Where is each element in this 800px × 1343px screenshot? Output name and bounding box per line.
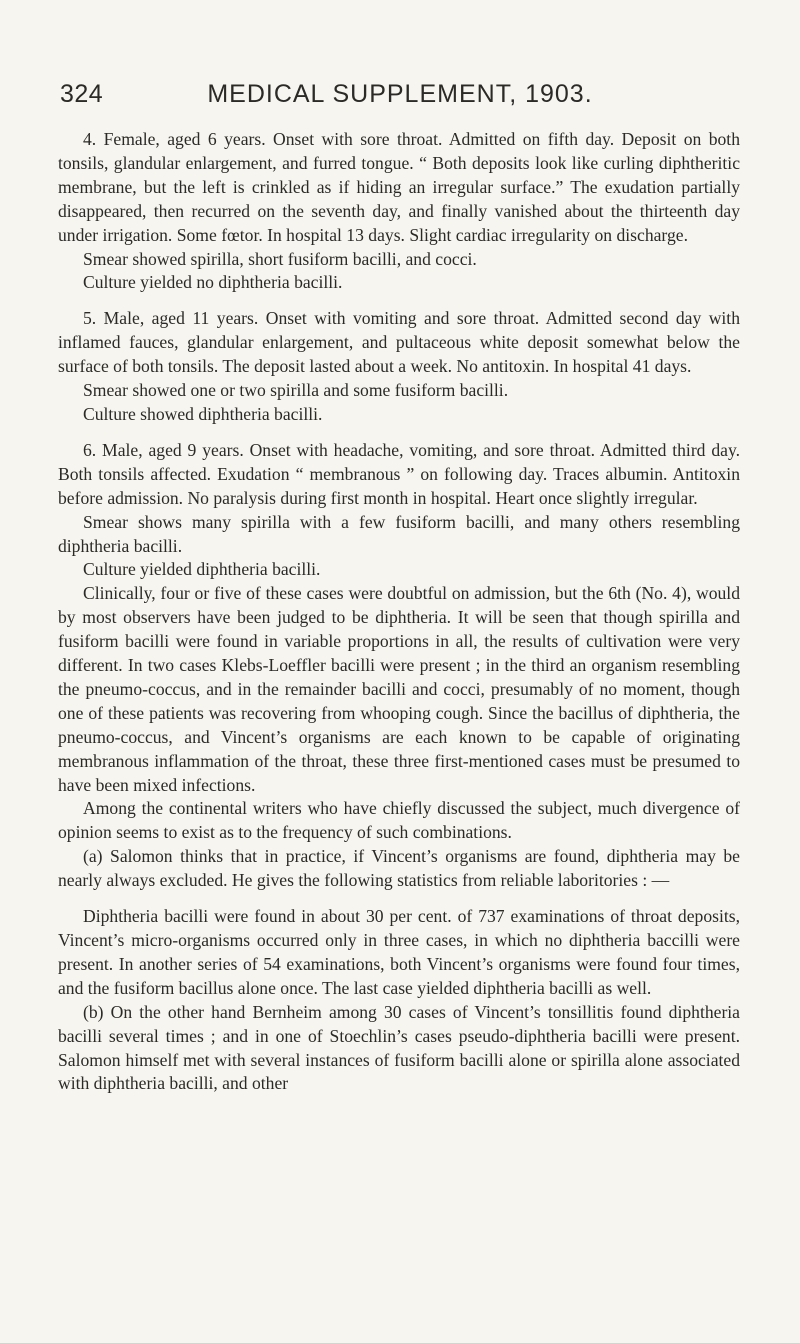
case-4-paragraph: 4. Female, aged 6 years. Onset with sore throat. Admitted on fifth day. Deposit on both tonsils, glandular enlargement, and furred tongue. “ Both deposits look like curling diphtheritic membrane, but the left is crinkled as if hiding an irregular surface.” The exudation partially disappeared, then recurred on the seventh day, and finally vanished about the thirteenth day under irrigation. Some fœtor. In hospital 13 days. Slight cardiac irregularity on discharge. xyxy=(58,129,740,245)
case-5-culture: Culture showed diphtheria bacilli. xyxy=(83,403,323,424)
page-header xyxy=(0,80,800,110)
clinical-discussion-paragraph: Clinically, four or five of these cases were doubtful on admission, but the 6th (No. 4), would by most observers have been judged to be diphtheria. It will be seen that though spirilla and fusiform bacilli were found in variable proportions in all, the results of cultivation were very different. In two cases Klebs-Loeffler bacilli were present ; in the third an organism resembling the pneumo-coccus, and in the remainder bacilli and cocci, presumably of no moment, though one of these patients was recovering from whooping cough. Since the bacillus of diphtheria, the pneumo-coccus, and Vincent’s organisms are each known to be capable of originating membranous inflammation of the throat, these three first-mentioned cases must be presumed to have been mixed infections. xyxy=(58,583,740,795)
case-5-paragraph: 5. Male, aged 11 years. Onset with vomiting and sore throat. Admitted second day with inflamed fauces, glandular enlargement, and pultaceous white deposit somewhat below the surface of both tonsils. The deposit lasted about a week. No antitoxin. In hospital 41 days. xyxy=(58,308,740,377)
case-4-smear: Smear showed spirilla, short fusiform bacilli, and cocci. xyxy=(83,248,477,269)
case-6-culture: Culture yielded diphtheria bacilli. xyxy=(83,559,321,580)
case-6-paragraph: 6. Male, aged 9 years. Onset with headache, vomiting, and sore throat. Admitted third day. Both tonsils affected. Exudation “ membranous ” on following day. Traces albumin. Antitoxin before admission. No paralysis during first month in hospital. Heart once slightly irregular. xyxy=(58,439,740,508)
case-4-culture: Culture yielded no diphtheria bacilli. xyxy=(83,272,343,293)
case-5-smear: Smear showed one or two spirilla and some fusiform bacilli. xyxy=(83,380,509,401)
case-6-smear: Smear shows many spirilla with a few fusiform bacilli, and many others resembling diphtheria bacilli. xyxy=(58,511,740,556)
running-head: MEDICAL SUPPLEMENT, 1903. xyxy=(207,80,593,108)
salomon-paragraph: (a) Salomon thinks that in practice, if Vincent’s organisms are found, diphtheria may be nearly always excluded. He gives the following statistics from reliable laboritories : — xyxy=(58,846,740,891)
page-number: 324 xyxy=(60,80,104,108)
body-text xyxy=(58,128,740,1096)
bernheim-paragraph: (b) On the other hand Bernheim among 30 cases of Vincent’s tonsillitis found diphtheria bacilli several times ; and in one of Stoechlin’s cases pseudo-diphtheria bacilli were present. Salomon himself met with several instances of fusiform bacilli alone or spirilla alone associated with diphtheria bacilli, and other xyxy=(58,1001,740,1094)
continental-writers-paragraph: Among the continental writers who have chiefly discussed the subject, much divergence of opinion seems to exist as to the frequency of such combinations. xyxy=(58,798,740,843)
statistics-paragraph: Diphtheria bacilli were found in about 30 per cent. of 737 examinations of throat deposits, Vincent’s micro-organisms occurred only in three cases, in which no diphtheria baccilli were present. In another series of 54 examinations, both Vincent’s organisms were found four times, and the fusiform bacillus alone once. The last case yielded diphtheria bacilli as well. xyxy=(58,906,740,998)
